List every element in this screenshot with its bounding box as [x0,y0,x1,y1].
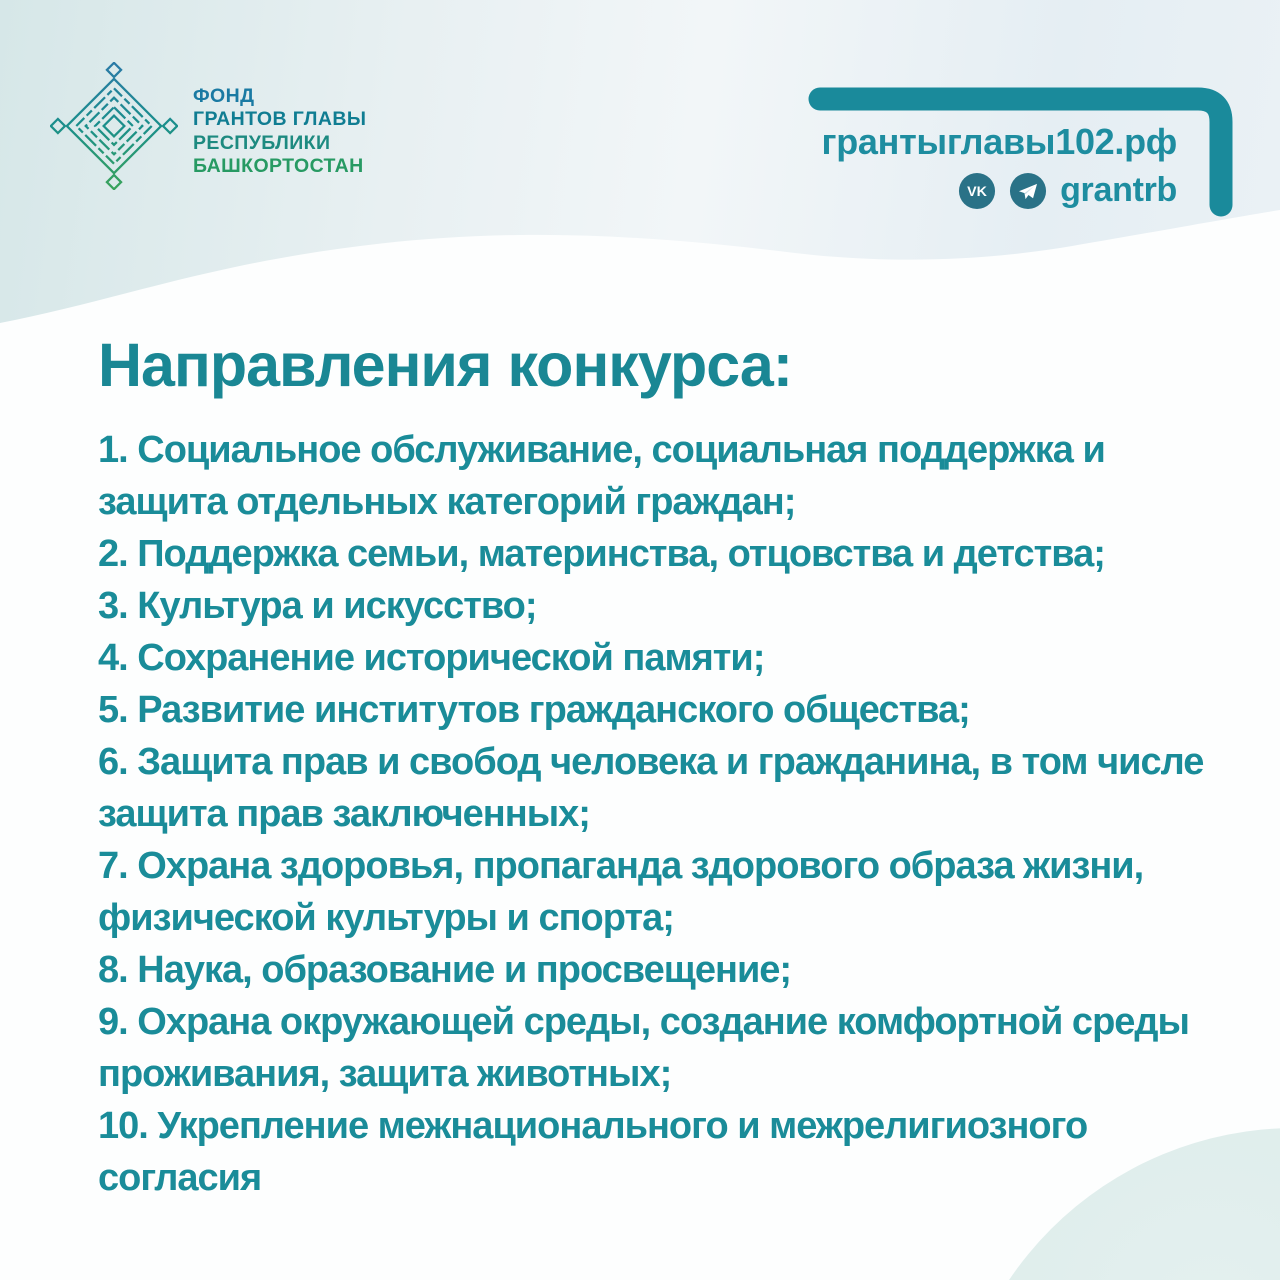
direction-item: 10. Укрепление межнационального и межрелигиозного согласия [98,1105,1088,1199]
direction-item: 9. Охрана окружающей среды, создание комфортной среды проживания, защита животных; [98,1001,1189,1095]
direction-item: 8. Наука, образование и просвещение; [98,949,792,991]
direction-item: 7. Охрана здоровья, пропаганда здорового образа жизни, физической культуры и спорта; [98,845,1144,939]
direction-item: 5. Развитие институтов гражданского общества; [98,689,970,731]
fund-name-line: РЕСПУБЛИКИ [193,131,331,154]
page-title: Направления конкурса: [98,331,793,399]
vk-icon [958,172,996,210]
bashkir-ornament-diamond-icon [50,62,178,190]
social-handle: grantrb [1060,171,1177,209]
direction-item: 1. Социальное обслуживание, социальная поддержка и защита отдельных категорий граждан; [98,429,1105,523]
fund-name [193,85,366,179]
direction-item: 2. Поддержка семьи, материнства, отцовства и детства; [98,533,1105,575]
direction-item: 3. Культура и искусство; [98,585,537,627]
fund-name-line: ФОНД [193,85,255,107]
telegram-icon [1009,172,1047,210]
direction-item: 4. Сохранение исторической памяти; [98,637,765,679]
social-row [958,171,1177,210]
svg-text:VK: VK [967,183,987,200]
fund-name-line: БАШКОРТОСТАН [193,155,364,178]
fund-name-line: ГРАНТОВ ГЛАВЫ [193,108,367,131]
website-url: грантыглавы102.рф [821,121,1177,162]
direction-item: 6. Защита прав и свобод человека и гражданина, в том числе защита прав заключенных; [98,741,1204,835]
directions-list [98,424,1223,1204]
